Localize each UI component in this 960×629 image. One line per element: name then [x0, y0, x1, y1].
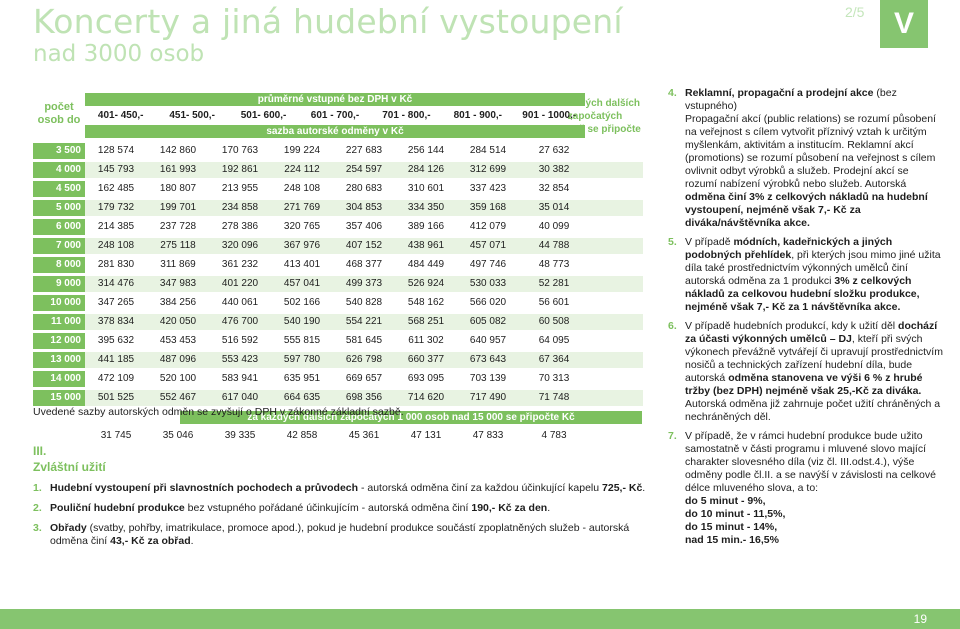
item-bold: do 5 minut - 9%,: [685, 495, 766, 507]
corner-label-1: počet: [44, 101, 74, 113]
table-cell: 440 061: [221, 297, 259, 308]
table-cell: 304 853: [345, 202, 383, 213]
table-cell: 271 769: [283, 202, 321, 213]
table-cell: 611 302: [408, 335, 444, 346]
table-cell: 568 251: [407, 316, 445, 327]
item-text: (svatby, pohřby, imatrikulace, promoce apod.), pokud je hudební produkce součástí zpoplatněných služeb - autorská odměna činí: [50, 522, 630, 547]
row-capacity: 3 500: [33, 143, 85, 159]
table-cell: 457 071: [469, 240, 507, 251]
section-number: III.: [33, 444, 47, 458]
table-cell: 280 683: [345, 183, 383, 194]
table-cell: 540 190: [283, 316, 321, 327]
table-cell: 179 732: [97, 202, 135, 213]
item-text: , při kterých jsou mimo jiné užita díla také prostřednictvím výkonných umělců činí autorská odměna za 1 produkci: [685, 249, 941, 287]
range-header: 801 - 900,-: [453, 110, 502, 121]
table-cell: 530 033: [469, 278, 507, 289]
item-text: V případě: [685, 236, 734, 248]
table-cell: 635 951: [283, 373, 321, 384]
row-capacity: 14 000: [33, 371, 85, 387]
table-cell: 347 265: [97, 297, 135, 308]
table-cell: 128 574: [97, 145, 135, 156]
item-text: V případě, že v rámci hudební produkce bude užito samostatně v části programu i mluvené slovo mající charakter slovesného díla (viz čl. III.odst.4.), výše odměny podle čl.II. a se navýší v závislosti na celkové délce mluveného slova, a to:: [685, 430, 936, 494]
table-row: [33, 390, 643, 406]
item-tail: .: [547, 502, 551, 514]
row-capacity: 8 000: [33, 257, 85, 273]
table-row: [33, 219, 643, 235]
table-cell: 502 166: [283, 297, 321, 308]
table-cell: 224 112: [284, 164, 320, 175]
table-cell: 597 780: [283, 354, 321, 365]
table-cell: 526 924: [407, 278, 445, 289]
table-cell: 337 423: [469, 183, 507, 194]
section-badge: V: [880, 0, 928, 48]
table-row: [33, 295, 643, 311]
table-cell: 457 041: [283, 278, 321, 289]
row-capacity: 13 000: [33, 352, 85, 368]
table-cell: 389 166: [407, 221, 445, 232]
table-cell-extra: 40 099: [538, 221, 570, 232]
table-cell: 284 514: [469, 145, 507, 156]
table-cell-extra: 30 382: [538, 164, 570, 175]
table-cell: 501 525: [97, 392, 135, 403]
table-cell-extra: 27 632: [538, 145, 570, 156]
table-cell: 378 834: [97, 316, 135, 327]
table-cell: 401 220: [221, 278, 259, 289]
table-cell: 703 139: [469, 373, 507, 384]
table-cell: 693 095: [407, 373, 445, 384]
table-cell: 42 858: [286, 430, 318, 441]
table-cell: 497 746: [469, 259, 507, 270]
item-number: 6.: [668, 320, 677, 332]
list-item: [33, 522, 653, 548]
list-item: [668, 87, 943, 230]
table-cell: 413 401: [283, 259, 321, 270]
table-cell: 47 833: [472, 430, 504, 441]
table-cell-extra: 35 014: [538, 202, 570, 213]
table-cell: 669 657: [345, 373, 383, 384]
table-header: [33, 88, 643, 140]
table-cell-extra: 48 773: [538, 259, 570, 270]
item-bold: Pouliční hudební produkce: [50, 502, 185, 514]
table-cell: 347 983: [159, 278, 197, 289]
table-row: [33, 181, 643, 197]
row-capacity: [33, 428, 85, 444]
table-cell: 320 765: [283, 221, 321, 232]
item-bold2: 43,- Kč za obřad: [110, 535, 191, 547]
table-cell: 142 860: [159, 145, 197, 156]
item-bold: dochází za účasti výkonných umělců – DJ: [685, 320, 938, 345]
table-cell-extra: 60 508: [538, 316, 570, 327]
item-text: - autorská odměna činí za každou účinkující kapelu: [358, 482, 603, 494]
page-title: Koncerty a jiná hudební vystoupení: [33, 2, 623, 41]
row-capacity: 15 000: [33, 390, 85, 406]
table-cell: 472 109: [97, 373, 135, 384]
table-cell: 487 096: [159, 354, 197, 365]
table-cell: 234 858: [221, 202, 259, 213]
table-cell: 581 645: [345, 335, 383, 346]
item-text: bez vstupného pořádané účinkujícím - autorská odměna činí: [184, 502, 472, 514]
right-column: [668, 87, 943, 553]
table-cell: 284 126: [407, 164, 445, 175]
table-cell: 717 490: [469, 392, 507, 403]
table-row: [33, 352, 643, 368]
item-number: 1.: [33, 482, 42, 494]
table-cell: 553 423: [221, 354, 259, 365]
table-row: [33, 257, 643, 273]
table-row: [33, 162, 643, 178]
item-bold: Reklamní, propagační a prodejní akce: [685, 87, 874, 99]
rates-table: [33, 88, 643, 444]
header-extra: [545, 97, 645, 136]
item-bold: nad 15 min.- 16,5%: [685, 534, 779, 546]
table-cell: 555 815: [283, 335, 321, 346]
table-cell: 281 830: [97, 259, 135, 270]
section-title: Zvláštní užití: [33, 460, 106, 474]
table-row: [33, 276, 643, 292]
row-capacity: 4 500: [33, 181, 85, 197]
footer: [0, 609, 960, 629]
table-cell: 310 601: [407, 183, 445, 194]
item-bold: do 10 minut - 11,5%,: [685, 508, 786, 520]
table-cell: 320 096: [221, 240, 259, 251]
table-cell: 256 144: [407, 145, 445, 156]
header-extra-1: za každých dalších: [549, 98, 641, 109]
item-text: Propagační akcí (public relations) se rozumí působení na veřejnost s cílem vytvořit příznivý vztah k určitým myšlenkám, aktivitám a institucím. Reklamní akcí (promotions) se rozumí působení na veřejnost s cílem ovlivnit odbyt výrobků a služeb. Prodejní akcí se rozumí nabízení výrobků nebo služeb. Autorská: [685, 113, 936, 190]
table-cell-extra: 32 854: [538, 183, 570, 194]
table-cell: 254 597: [345, 164, 383, 175]
table-cell: 357 406: [345, 221, 383, 232]
table-cell: 441 185: [97, 354, 135, 365]
table-cell-extra: 64 095: [538, 335, 570, 346]
page-subtitle: nad 3000 osob: [33, 41, 205, 67]
item-number: 5.: [668, 236, 677, 248]
table-row: [33, 238, 643, 254]
table-cell: 673 643: [469, 354, 507, 365]
table-cell-extra: 56 601: [538, 297, 570, 308]
table-cell: 161 993: [159, 164, 197, 175]
table-cell: 640 957: [469, 335, 507, 346]
table-cell: 540 828: [345, 297, 383, 308]
table-cell: 31 745: [100, 430, 132, 441]
table-cell: 334 350: [407, 202, 445, 213]
table-body: [33, 143, 643, 406]
table-cell: 39 335: [224, 430, 256, 441]
item-bold: do 15 minut - 14%,: [685, 521, 778, 533]
corner-label-2: osob do: [37, 114, 81, 126]
extra-row: [33, 428, 643, 444]
table-cell: 45 361: [348, 430, 380, 441]
header-extra-2: započatých: [567, 111, 623, 122]
table-cell: 660 377: [407, 354, 445, 365]
table-cell: 698 356: [345, 392, 383, 403]
table-row: [33, 200, 643, 216]
table-cell: 476 700: [221, 316, 259, 327]
range-header: 401- 450,-: [97, 110, 144, 121]
table-cell: 468 377: [345, 259, 383, 270]
table-cell: 47 131: [410, 430, 442, 441]
table-cell: 361 232: [221, 259, 259, 270]
table-cell: 180 807: [159, 183, 197, 194]
table-cell: 237 728: [159, 221, 197, 232]
table-cell: 412 079: [469, 221, 507, 232]
table-cell: 548 162: [407, 297, 445, 308]
note: Uvedené sazby autorských odměn se zvyšují o DPH v zákonné základní sazbě.: [33, 406, 404, 418]
item-tail: .: [642, 482, 646, 494]
list-item: [668, 430, 943, 547]
row-capacity: 12 000: [33, 333, 85, 349]
table-cell: 499 373: [345, 278, 383, 289]
header-top: průměrné vstupné bez DPH v Kč: [85, 93, 585, 106]
table-cell: 420 050: [159, 316, 197, 327]
table-cell: 438 961: [407, 240, 445, 251]
table-cell: 605 082: [469, 316, 507, 327]
table-cell: 314 476: [97, 278, 135, 289]
table-cell: 554 221: [345, 316, 383, 327]
table-cell: 384 256: [159, 297, 197, 308]
row-capacity: 7 000: [33, 238, 85, 254]
extra-bar: za každých dalších započatých 1 000 osob nad 15 000 se připočte Kč: [180, 411, 642, 424]
table-cell: 714 620: [407, 392, 445, 403]
header-extra-3: 100,-Kč se připočte: [549, 124, 641, 135]
special-uses-list: [33, 482, 653, 555]
range-header: 901 - 1000,-: [522, 110, 577, 121]
header-ranges: [85, 107, 585, 124]
page-indicator: 2/5: [845, 4, 865, 20]
table-cell: 664 635: [283, 392, 321, 403]
table-cell: 520 100: [159, 373, 197, 384]
table-cell: 552 467: [159, 392, 197, 403]
row-capacity: 6 000: [33, 219, 85, 235]
corner-label: [33, 88, 85, 140]
row-capacity: 9 000: [33, 276, 85, 292]
row-capacity: 4 000: [33, 162, 85, 178]
table-cell-extra: 67 364: [538, 354, 570, 365]
item-tail: .: [190, 535, 194, 547]
table-cell-extra: 52 281: [538, 278, 570, 289]
table-cell: 407 152: [345, 240, 383, 251]
list-item: [33, 502, 653, 515]
item-bold: Hudební vystoupení při slavnostních pochodech a průvodech: [50, 482, 359, 494]
table-row: [33, 371, 643, 387]
table-cell: 484 449: [407, 259, 445, 270]
item-number: 7.: [668, 430, 677, 442]
table-cell-extra: 71 748: [538, 392, 570, 403]
item-bold: odměna činí 3% z celkových nákladů na hudební vystoupení, nejméně však 7,- Kč za diváka/návštěvníka akce.: [685, 191, 928, 229]
table-cell: 566 020: [469, 297, 507, 308]
range-header: 501- 600,-: [240, 110, 287, 121]
table-cell: 516 592: [221, 335, 259, 346]
table-cell: 199 701: [159, 202, 197, 213]
header-bottom: sazba autorské odměny v Kč: [85, 125, 585, 138]
item-bold: Obřady: [50, 522, 87, 534]
row-capacity: 10 000: [33, 295, 85, 311]
table-cell: 359 168: [469, 202, 507, 213]
item-number: 4.: [668, 87, 677, 99]
table-cell: 248 108: [283, 183, 321, 194]
table-cell: 626 798: [345, 354, 383, 365]
table-cell: 275 118: [160, 240, 196, 251]
table-cell: 583 941: [221, 373, 259, 384]
row-capacity: 5 000: [33, 200, 85, 216]
table-cell: 617 040: [221, 392, 259, 403]
list-item: [33, 482, 653, 495]
item-bold: 3% z celkových nákladů za celkovou hudební složku produkce, nejméně však 7,- Kč za 1 návštěvníka akce.: [685, 275, 920, 313]
item-bold: módních, kadeřnických a jiných podobných přehlídek: [685, 236, 893, 261]
table-cell: 278 386: [221, 221, 259, 232]
table-cell-extra: 4 783: [541, 430, 567, 441]
item-bold: odměna stanovena ve výši 6 % z hrubé tržby (bez DPH) nejméně však 25,-Kč za diváka.: [685, 372, 923, 397]
item-number: 2.: [33, 502, 42, 514]
table-cell: 453 453: [159, 335, 197, 346]
table-cell: 145 793: [97, 164, 135, 175]
item-bold2: 190,- Kč za den: [471, 502, 548, 514]
table-cell: 192 861: [221, 164, 259, 175]
table-cell: 227 683: [345, 145, 383, 156]
table-cell: 35 046: [162, 430, 194, 441]
table-cell: 312 699: [469, 164, 507, 175]
table-cell-extra: 70 313: [538, 373, 570, 384]
item-text: (bez vstupného): [685, 87, 897, 112]
table-cell: 170 763: [221, 145, 259, 156]
page-number: 19: [913, 612, 927, 626]
table-row: [33, 333, 643, 349]
table-cell: 395 632: [97, 335, 135, 346]
table-cell: 311 869: [160, 259, 196, 270]
item-bold2: 725,- Kč: [602, 482, 643, 494]
range-header: 701 - 800,-: [382, 110, 431, 121]
table-cell: 248 108: [97, 240, 135, 251]
list-item: [668, 320, 943, 424]
table-row: [33, 143, 643, 159]
item-text: V případě hudebních produkcí, kdy k užití děl: [685, 320, 899, 332]
table-cell: 213 955: [221, 183, 259, 194]
list-item: [668, 236, 943, 314]
row-capacity: 11 000: [33, 314, 85, 330]
range-header: 601 - 700,-: [310, 110, 360, 121]
item-number: 3.: [33, 522, 42, 534]
table-cell: 162 485: [97, 183, 135, 194]
table-cell: 214 385: [97, 221, 135, 232]
range-header: 451- 500,-: [169, 110, 215, 121]
table-row: [33, 314, 643, 330]
item-text: Autorská odměna již zahrnuje počet užití chráněných a nechráněných děl.: [685, 398, 941, 423]
table-cell: 367 976: [283, 240, 321, 251]
table-cell-extra: 44 788: [538, 240, 570, 251]
item-text: , kteří při svých výkonech převážně vytvářejí či upravují prostřednictvím nosičů a technických zařízení hudební díla, bude autorská: [685, 333, 943, 384]
table-cell: 199 224: [283, 145, 321, 156]
